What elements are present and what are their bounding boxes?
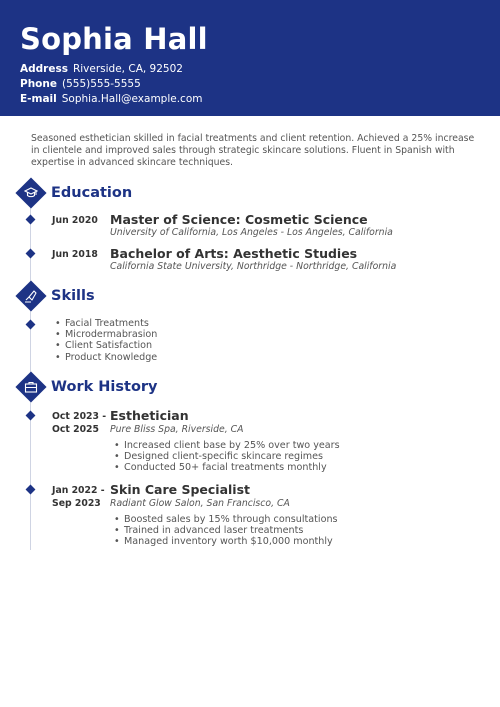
job-title: Esthetician: [110, 408, 189, 423]
skills-heading: Skills: [51, 288, 95, 304]
job-bullet: • Designed client-specific skincare regimes: [114, 451, 340, 462]
job-title: Skin Care Specialist: [110, 482, 250, 497]
job-company: Radiant Glow Salon, San Francisco, CA: [110, 498, 290, 509]
timeline-marker: [26, 485, 36, 495]
address-label: Address: [20, 63, 68, 75]
education-school: California State University, Northridge - Northridge, California: [110, 261, 397, 272]
education-date: Jun 2018: [52, 249, 98, 260]
phone-label: Phone: [20, 78, 57, 90]
address-value: Riverside, CA, 92502: [72, 63, 183, 75]
professional-summary: Seasoned esthetician skilled in facial treatments and client retention. Achieved a 25% increase in clientele and improved sales through strategic skincare solutions. Fluent in Spanish with expertise in advanced skincare techniques.: [31, 133, 475, 168]
job-dates: [52, 484, 105, 510]
header-banner: [0, 0, 500, 116]
job-bullet: • Managed inventory worth $10,000 monthly: [114, 536, 338, 547]
email-value[interactable]: Sophia.Hall@example.com: [61, 93, 203, 105]
job-bullets: [114, 440, 340, 474]
job-date-end: Sep 2023: [52, 498, 101, 509]
job-bullet: • Conducted 50+ facial treatments monthly: [114, 462, 340, 473]
skill-item: • Microdermabrasion: [55, 329, 157, 340]
job-company: Pure Bliss Spa, Riverside, CA: [110, 424, 244, 435]
graduation-cap-icon: [20, 182, 42, 204]
timeline-marker: [26, 215, 36, 225]
job-bullet: • Increased client base by 25% over two years: [114, 440, 340, 451]
skills-list: [55, 318, 157, 363]
education-date: Jun 2020: [52, 215, 98, 226]
education-heading: Education: [51, 185, 133, 201]
timeline-marker: [26, 249, 36, 259]
job-bullet: • Trained in advanced laser treatments: [114, 525, 338, 536]
job-bullets: [114, 514, 338, 548]
address-line: [20, 63, 183, 75]
candidate-name: Sophia Hall: [20, 22, 208, 56]
skill-item: • Facial Treatments: [55, 318, 157, 329]
education-degree: Master of Science: Cosmetic Science: [110, 212, 368, 227]
hand-pen-icon: [20, 285, 42, 307]
job-date-end: Oct 2025: [52, 424, 99, 435]
work-history-heading: Work History: [51, 379, 158, 395]
education-degree: Bachelor of Arts: Aesthetic Studies: [110, 246, 358, 261]
job-date-start: Jan 2022 -: [52, 485, 105, 496]
briefcase-icon: [20, 376, 42, 398]
job-bullet: • Boosted sales by 15% through consultations: [114, 514, 338, 525]
timeline-marker: [26, 411, 36, 421]
job-dates: [52, 410, 106, 436]
email-line: [20, 93, 203, 105]
phone-value: (555)555-5555: [61, 78, 141, 90]
email-label: E-mail: [20, 93, 57, 105]
phone-line: [20, 78, 141, 90]
job-date-start: Oct 2023 -: [52, 411, 107, 422]
skill-item: • Client Satisfaction: [55, 340, 157, 351]
education-school: University of California, Los Angeles - Los Angeles, California: [110, 227, 393, 238]
timeline-marker: [26, 320, 36, 330]
skill-item: • Product Knowledge: [55, 352, 157, 363]
